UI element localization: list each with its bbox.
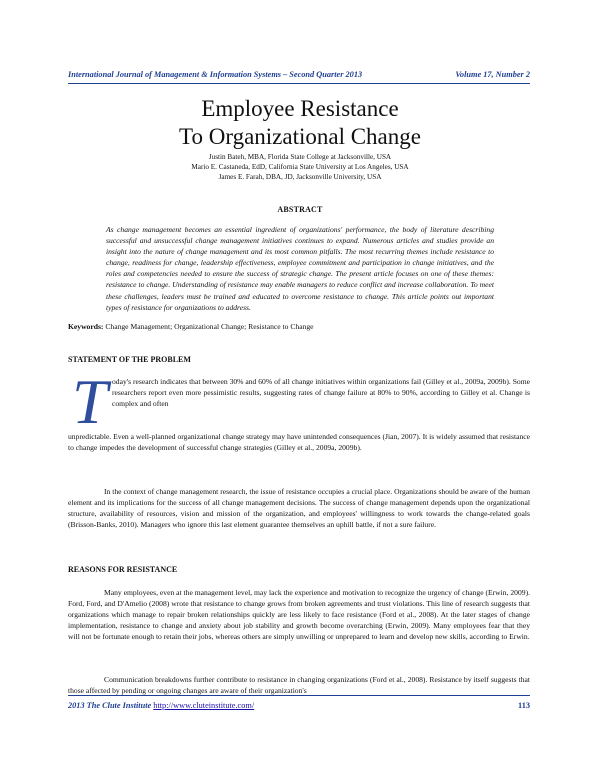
section-heading-problem: STATEMENT OF THE PROBLEM bbox=[68, 355, 191, 364]
abstract-text: As change management becomes an essential ingredient of organizations' performance, the body of literature describing successful and unsuccessful change management initiatives continues to expand. Numerous articles and studies provide an insight into the nature of change management and its most common pitfalls. The most recurring themes include resistance to change, readiness for change, leadership effectiveness, employee commitment and participation in change initiatives, and the roles and competencies needed to ensure the success of strategic change. The present article focuses on one of these themes: resistance to change. Understanding of resistance may enable managers to reduce conflict and increase collaboration. To meet these challenges, leaders must be trained and educated to overcome resistance to change. This article points out important types of resistance for organizations to address. bbox=[106, 225, 494, 312]
paragraph-1-lead: oday's research indicates that between 30% and 60% of all change initiatives within organizations fail (Gilley et al., 2009a, 2009b). Some researchers report even more pessimistic results, suggesting rates of change failure at 80% to 90%, according to Gilley et al. Change is complex and often bbox=[112, 377, 530, 409]
page-footer bbox=[68, 701, 530, 715]
running-header bbox=[68, 70, 530, 84]
paragraph-2: In the context of change management research, the issue of resistance occupies a crucial place. Organizations should be aware of the human element and its implications for the success of all change management decisions. The success of change management depends upon the organizational structure, availability of resources, vision and mission of the organization, and employees' willingness to work towards the change-related goals (Brisson-Banks, 2010). Managers who ignore this last element guarantee themselves an uphill battle, if not a sure failure. bbox=[68, 487, 530, 530]
keywords-text: Change Management; Organizational Change; Resistance to Change bbox=[105, 322, 314, 331]
page-number: 113 bbox=[518, 701, 530, 710]
paragraph-3: Many employees, even at the management level, may lack the experience and motivation to recognize the urgency of change (Erwin, 2009). Ford, Ford, and D'Amelio (2008) wrote that resistance to change grows from broken agreements and trust violations. This line of research suggests that organizations which manage to repair broken relationships quickly are less likely to face resistance (Ford et al., 2008). At the later stages of change implementation, resistance to change and anxiety about job stability and growth become overarching (Erwin, 2009). Many employees fear that they will not be fortunate enough to retain their jobs, whereas others are simply unwilling or unprepared to learn and develop new skills, according to Erwin. bbox=[68, 588, 530, 642]
author-3: James E. Farah, DBA, JD, Jacksonville University, USA bbox=[218, 173, 382, 181]
keywords-label: Keywords: bbox=[68, 322, 104, 331]
paragraph-4: Communication breakdowns further contribute to resistance in changing organizations (Ford et al., 2008). Resistance by itself suggests that those affected by pending or ongoing changes are aware of their organization's bbox=[68, 675, 530, 696]
journal-name: International Journal of Management & Information Systems – Second Quarter 2013 bbox=[68, 70, 363, 79]
title-line-2: To Organizational Change bbox=[179, 124, 421, 149]
footer-rule bbox=[68, 695, 530, 696]
paragraph-1-rest: unpredictable. Even a well-planned organizational change strategy may have unintended consequences (Jian, 2007). It is widely assumed that resistance to change impedes the development of successful change strategies (Gilley et al., 2009a, 2009b). bbox=[68, 432, 530, 453]
keywords-line bbox=[68, 322, 530, 331]
author-1: Justin Bateh, MBA, Florida State College at Jacksonville, USA bbox=[208, 153, 392, 161]
author-2: Mario E. Castaneda, EdD, California State University at Los Angeles, USA bbox=[191, 163, 409, 171]
footer-url-link[interactable]: http://www.cluteinstitute.com/ bbox=[153, 701, 255, 710]
section-heading-reasons: REASONS FOR RESISTANCE bbox=[68, 565, 178, 574]
title-line-1: Employee Resistance bbox=[201, 96, 399, 121]
author-list bbox=[60, 152, 540, 182]
drop-cap: T bbox=[72, 366, 108, 437]
volume-number: Volume 17, Number 2 bbox=[455, 70, 530, 79]
abstract-heading: ABSTRACT bbox=[277, 205, 323, 214]
footer-institute: 2013 The Clute Institute bbox=[68, 701, 152, 710]
paper-title bbox=[60, 95, 540, 151]
header-rule bbox=[68, 83, 530, 84]
